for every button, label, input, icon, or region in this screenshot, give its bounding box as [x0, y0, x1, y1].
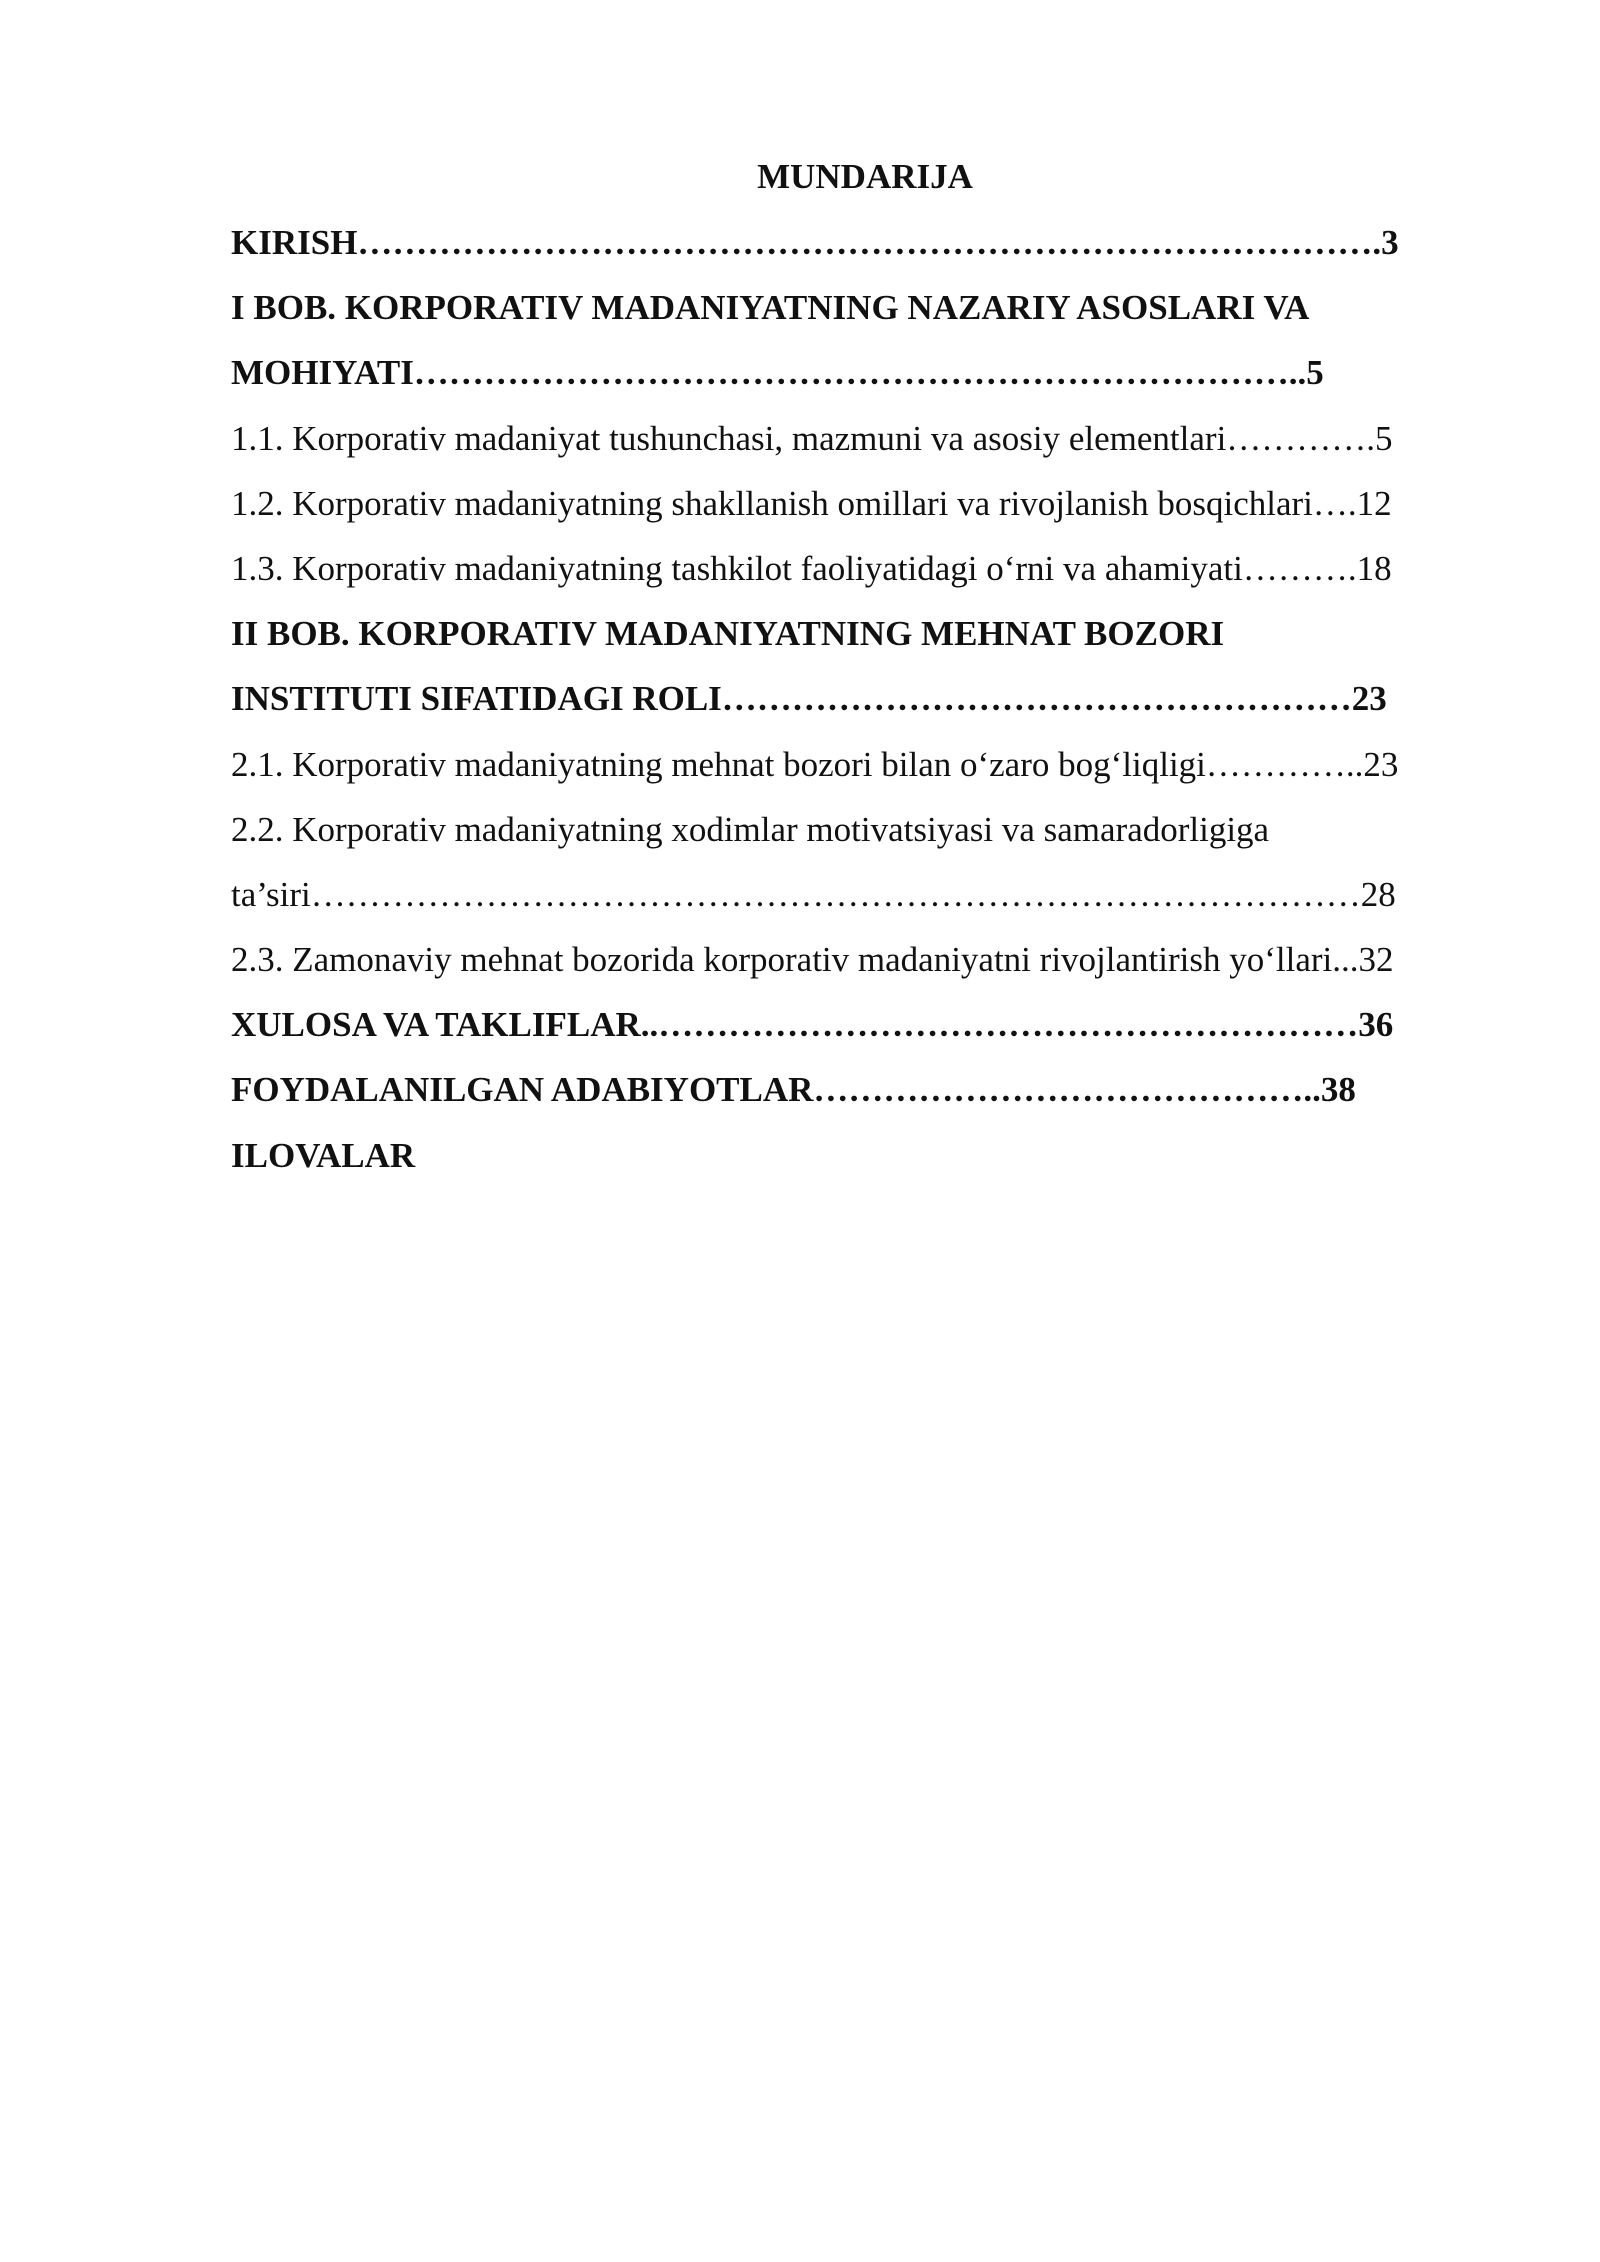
- table-of-contents: [231, 148, 1499, 1188]
- toc-entry-section-1-3: 1.3. Korporativ madaniyatning tashkilot faoliyatidagi o‘rni va ahamiyati……….18: [231, 548, 1392, 588]
- toc-entry-section-2-2-line-2: ta’siri………………………………………………………………………………28: [231, 874, 1396, 914]
- toc-entry-kirish: KIRISH…………………………………………………………………………….3: [231, 223, 1399, 262]
- toc-entry-section-2-1: 2.1. Korporativ madaniyatning mehnat bozori bilan o‘zaro bog‘liqligi…………..23: [231, 744, 1399, 784]
- toc-entry-section-1-2: 1.2. Korporativ madaniyatning shakllanish omillari va rivojlanish bosqichlari….12: [231, 483, 1392, 523]
- toc-entry-section-1-1: 1.1. Korporativ madaniyat tushunchasi, mazmuni va asosiy elementlari………….5: [231, 418, 1393, 458]
- toc-entry-chapter-1-line-2: MOHIYATI…………………………………………………………………..5: [231, 353, 1324, 393]
- toc-entry-adabiyotlar: FOYDALANILGAN ADABIYOTLAR……………………………………..38: [231, 1070, 1356, 1110]
- toc-entry-ilovalar: ILOVALAR: [231, 1135, 416, 1175]
- toc-entry-chapter-2-line-2: INSTITUTI SIFATIDAGI ROLI………………………………………………23: [231, 679, 1387, 719]
- toc-entry-section-2-2-line-1: 2.2. Korporativ madaniyatning xodimlar motivatsiyasi va samaradorligiga: [231, 809, 1270, 849]
- toc-entry-chapter-2-line-1: II BOB. KORPORATIV MADANIYATNING MEHNAT BOZORI: [231, 614, 1225, 654]
- toc-title: MUNDARIJA: [757, 157, 973, 196]
- toc-entry-chapter-1-line-1: I BOB. KORPORATIV MADANIYATNING NAZARIY ASOSLARI VA: [231, 288, 1310, 328]
- toc-entry-section-2-3: 2.3. Zamonaviy mehnat bozorida korporativ madaniyatni rivojlantirish yo‘llari...32: [231, 940, 1394, 980]
- toc-entry-xulosa: XULOSA VA TAKLIFLAR..……………………………………………………36: [231, 1005, 1394, 1045]
